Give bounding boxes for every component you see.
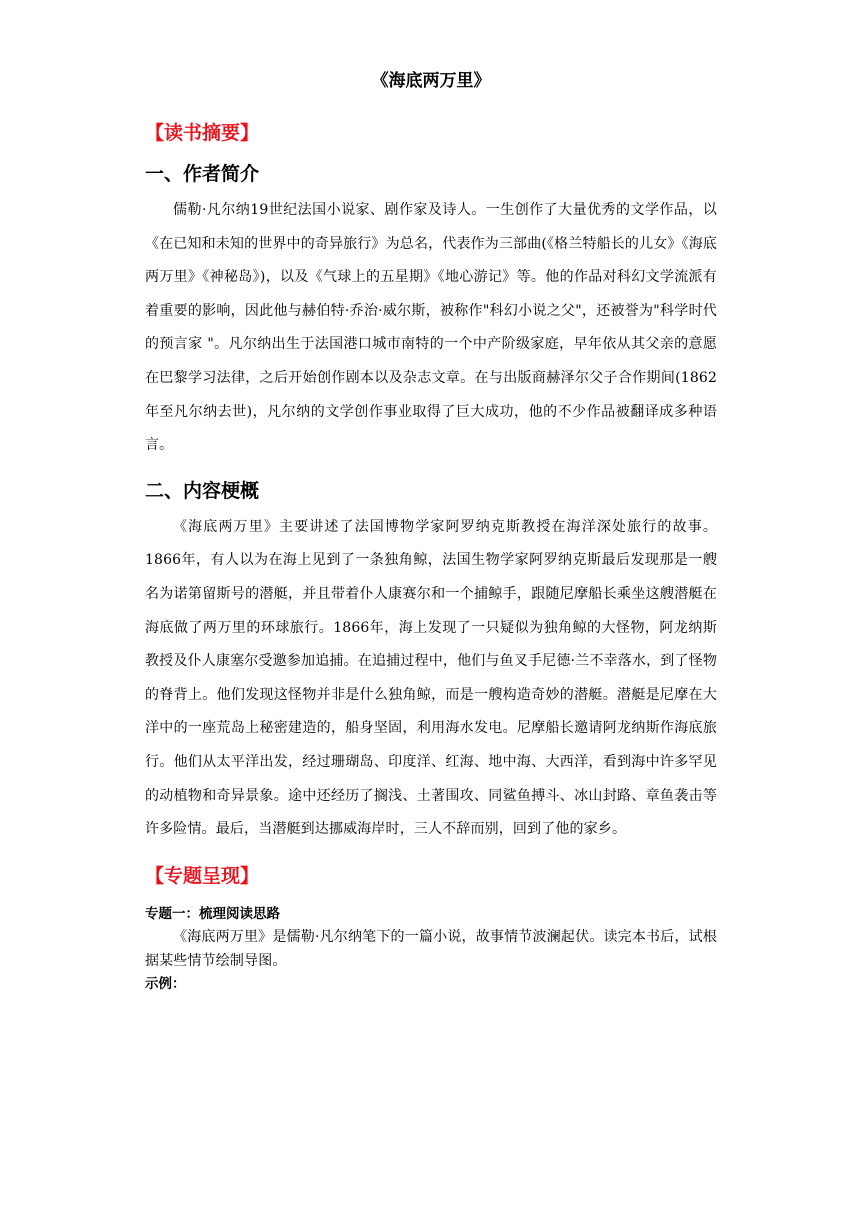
topic-one-title: 专题一：梳理阅读思路	[145, 905, 280, 922]
example-label: 示例：	[145, 975, 186, 992]
author-intro-paragraph: 儒勒·凡尔纳19世纪法国小说家、剧作家及诗人。一生创作了大量优秀的文学作品，以《在已知和未知的世界中的奇异旅行》为总名，代表作为三部曲(《格兰特船长的儿女》《海底两万里》《神秘岛》)，以及《气球上的五星期》《地心游记》等。他的作品对科幻文学流派有着重要的影响，因此他与赫伯特·乔治·威尔斯，被称作"科幻小说之父"，还被誉为"科学时代的预言家 "。凡尔纳出生于法国港口城市南特的一个中产阶级家庭，早年依从其父亲的意愿在巴黎学习法律，之后开始创作剧本以及杂志文章。在与出版商赫泽尔父子合作期间(1862年至凡尔纳去世)，凡尔纳的文学创作事业取得了巨大成功，他的不少作品被翻译成多种语言。	[145, 202, 717, 454]
author-intro-heading: 一、作者简介	[145, 163, 260, 185]
plot-summary-heading: 二、内容梗概	[145, 479, 260, 502]
reading-summary-heading: 【读书摘要】	[145, 122, 260, 144]
topic-one-paragraph: 《海底两万里》是儒勒·凡尔纳笔下的一篇小说，故事情节波澜起伏。读完本书后，试根据某些情节绘制导图。	[145, 928, 717, 969]
plot-summary-paragraph: 《海底两万里》主要讲述了法国博物学家阿罗纳克斯教授在海洋深处旅行的故事。1866年，有人以为在海上见到了一条独角鲸，法国生物学家阿罗纳克斯最后发现那是一艘名为诺第留斯号的潜艇，并且带着仆人康赛尔和一个捕鲸手，跟随尼摩船长乘坐这艘潜艇在海底做了两万里的环球旅行。1866年，海上发现了一只疑似为独角鲸的大怪物，阿龙纳斯教授及仆人康塞尔受邀参加追捕。在追捕过程中，他们与鱼叉手尼德·兰不幸落水，到了怪物的脊背上。他们发现这怪物并非是什么独角鲸，而是一艘构造奇妙的潜艇。潜艇是尼摩在大洋中的一座荒岛上秘密建造的，船身坚固，利用海水发电。尼摩船长邀请阿龙纳斯作海底旅行。他们从太平洋出发，经过珊瑚岛、印度洋、红海、地中海、大西洋，看到海中许多罕见的动植物和奇异景象。途中还经历了搁浅、土著围攻、同鲨鱼搏斗、冰山封路、章鱼袭击等许多险情。最后，当潜艇到达挪威海岸时，三人不辞而别，回到了他的家乡。	[145, 518, 717, 838]
document-title: 《海底两万里》	[371, 71, 491, 91]
topic-presentation-heading: 【专题呈现】	[145, 864, 260, 887]
